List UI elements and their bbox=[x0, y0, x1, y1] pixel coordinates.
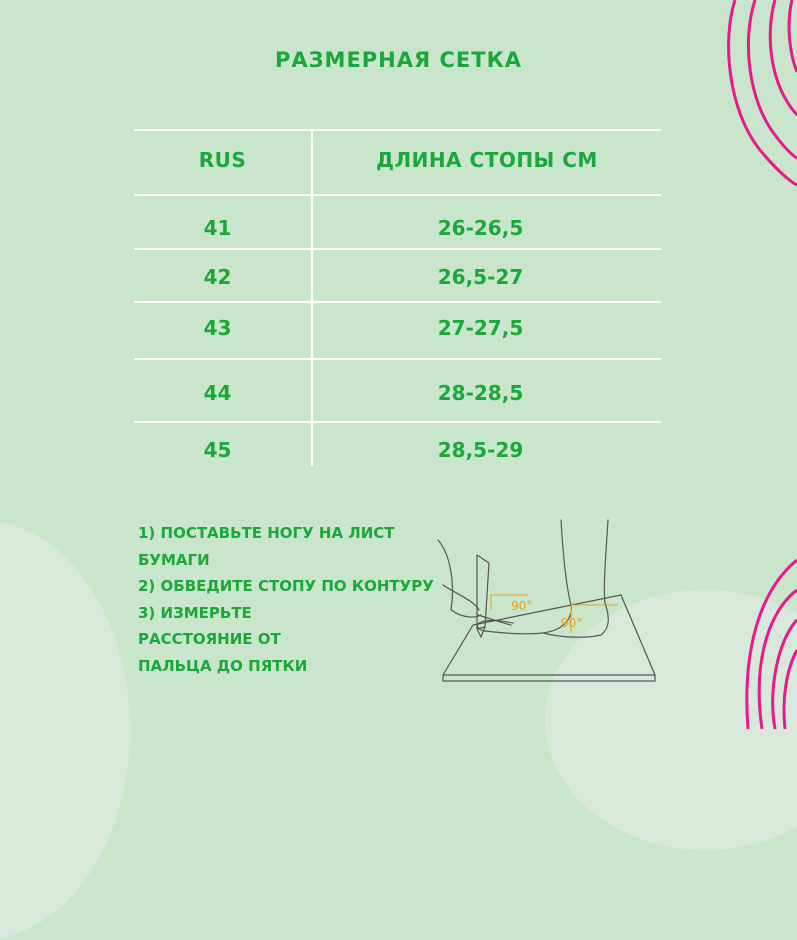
table-cell-length: 28,5-29 bbox=[437, 438, 524, 462]
table-line-row4 bbox=[134, 421, 661, 423]
table-cell-rus: 43 bbox=[203, 316, 232, 340]
table-cell-rus: 44 bbox=[203, 381, 232, 405]
table-line-top bbox=[134, 129, 661, 131]
table-cell-rus: 42 bbox=[203, 265, 232, 289]
table-line-header bbox=[134, 194, 661, 196]
instruction-line: РАССТОЯНИЕ ОТ bbox=[138, 630, 281, 648]
table-header-rus: RUS bbox=[198, 148, 247, 172]
instruction-line: ПАЛЬЦА ДО ПЯТКИ bbox=[138, 656, 308, 675]
instruction-line: 2) ОБВЕДИТЕ СТОПУ ПО КОНТУРУ bbox=[138, 577, 434, 595]
angle-label-heel: 90° bbox=[561, 616, 583, 630]
table-cell-length: 26-26,5 bbox=[437, 216, 524, 240]
background-blob-left bbox=[0, 520, 130, 940]
angle-label-toe: 90° bbox=[511, 599, 533, 613]
foot-measurement-illustration bbox=[433, 515, 673, 715]
instruction-line: БУМАГИ bbox=[138, 550, 210, 569]
table-cell-length: 27-27,5 bbox=[437, 316, 524, 340]
table-cell-rus: 45 bbox=[203, 438, 232, 462]
table-cell-length: 26,5-27 bbox=[437, 265, 524, 289]
table-line-row2 bbox=[134, 301, 661, 303]
page-title: РАЗМЕРНАЯ СЕТКА bbox=[274, 48, 522, 72]
table-header-foot-length: ДЛИНА СТОПЫ СМ bbox=[376, 148, 598, 172]
table-column-divider bbox=[311, 129, 313, 466]
table-line-row3 bbox=[134, 358, 661, 360]
table-cell-length: 28-28,5 bbox=[437, 381, 524, 405]
instruction-line: 3) ИЗМЕРЬТЕ bbox=[138, 603, 252, 622]
instruction-line: 1) ПОСТАВЬТЕ НОГУ НА ЛИСТ bbox=[138, 524, 395, 542]
measurement-instructions bbox=[138, 520, 438, 679]
table-line-row1 bbox=[134, 248, 661, 250]
table-cell-rus: 41 bbox=[203, 216, 232, 240]
